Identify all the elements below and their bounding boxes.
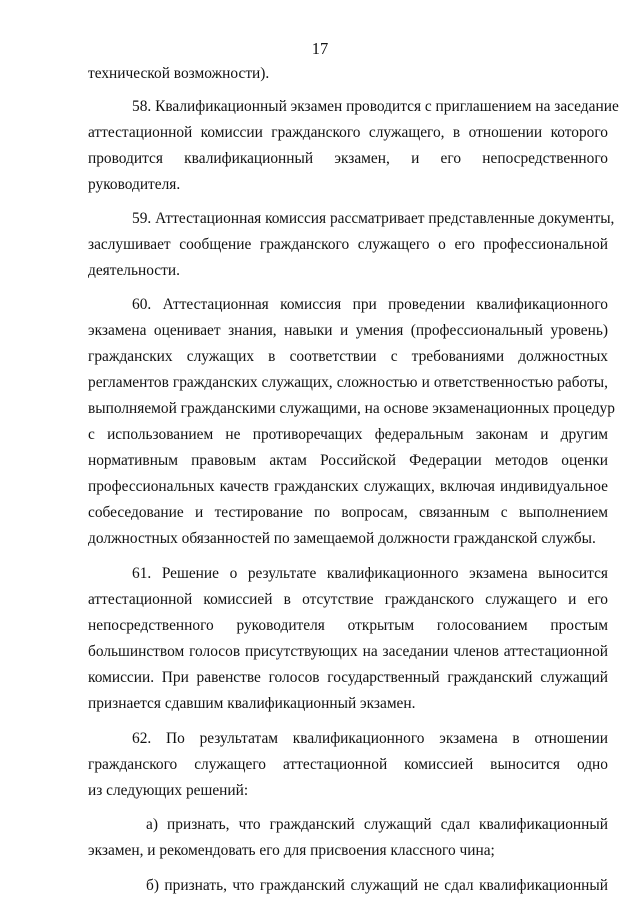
page-number: 17 [311, 39, 329, 58]
text-line: аттестационной комиссии гражданского служащего, в отношении которого [88, 124, 608, 141]
text-line: технической возможности). [88, 65, 270, 82]
paragraph-p62a [88, 812, 608, 864]
text-line: 59. Аттестационная комиссия рассматривает представленные документы, [132, 210, 615, 227]
text-line: 61. Решение о результате квалификационного экзамена выносится [132, 565, 608, 582]
text-line: руководителя. [88, 176, 181, 193]
text-line: непосредственного руководителя открытым голосованием простым [88, 617, 608, 634]
text-line: из следующих решений: [88, 782, 249, 799]
text-line: б) признать, что гражданский служащий не сдал квалификационный [146, 877, 608, 894]
text-line: собеседование и тестирование по вопросам, связанным с выполнением [88, 504, 608, 521]
paragraph-p-cont [88, 61, 608, 87]
paragraph-p62b [88, 873, 608, 899]
text-line: большинством голосов присутствующих на заседании членов аттестационной [88, 643, 608, 660]
text-line: а) признать, что гражданский служащий сдал квалификационный [146, 816, 608, 833]
text-line: 60. Аттестационная комиссия при проведении квалификационного [132, 296, 608, 313]
text-line: регламентов гражданских служащих, сложностью и ответственностью работы, [88, 374, 608, 391]
text-line: 58. Квалификационный экзамен проводится с приглашением на заседание [132, 98, 619, 115]
paragraph-p58 [88, 94, 619, 198]
text-line: выполняемой гражданскими служащими, на основе экзаменационных процедур [88, 400, 615, 417]
text-line: 62. По результатам квалификационного экзамена в отношении [132, 730, 608, 747]
text-line: заслушивает сообщение гражданского служащего о его профессиональной [88, 236, 608, 253]
text-line: профессиональных качеств гражданских служащих, включая индивидуальное [88, 478, 608, 495]
text-line: с использованием не противоречащих федеральным законам и другим [88, 426, 608, 443]
paragraph-p60 [88, 292, 615, 552]
text-line: должностных обязанностей по замещаемой должности гражданской службы. [88, 530, 596, 547]
text-line: экзамена оценивает знания, навыки и умения (профессиональный уровень) [88, 322, 608, 339]
text-line: экзамен, и рекомендовать его для присвоения классного чина; [88, 842, 495, 859]
text-line: аттестационной комиссией в отсутствие гражданского служащего и его [88, 591, 608, 608]
paragraph-p59 [88, 206, 615, 284]
paragraph-p61 [88, 561, 608, 717]
text-line: комиссии. При равенстве голосов государственный гражданский служащий [88, 669, 608, 686]
paragraph-p62 [88, 726, 608, 804]
text-line: проводится квалификационный экзамен, и его непосредственного [88, 150, 608, 167]
document-body [88, 61, 619, 899]
text-line: гражданских служащих в соответствии с требованиями должностных [88, 348, 608, 365]
text-line: признается сдавшим квалификационный экзамен. [88, 695, 416, 712]
text-line: нормативным правовым актам Российской Федерации методов оценки [88, 452, 608, 469]
text-line: гражданского служащего аттестационной комиссией выносится одно [88, 756, 608, 773]
text-line: деятельности. [88, 262, 180, 279]
